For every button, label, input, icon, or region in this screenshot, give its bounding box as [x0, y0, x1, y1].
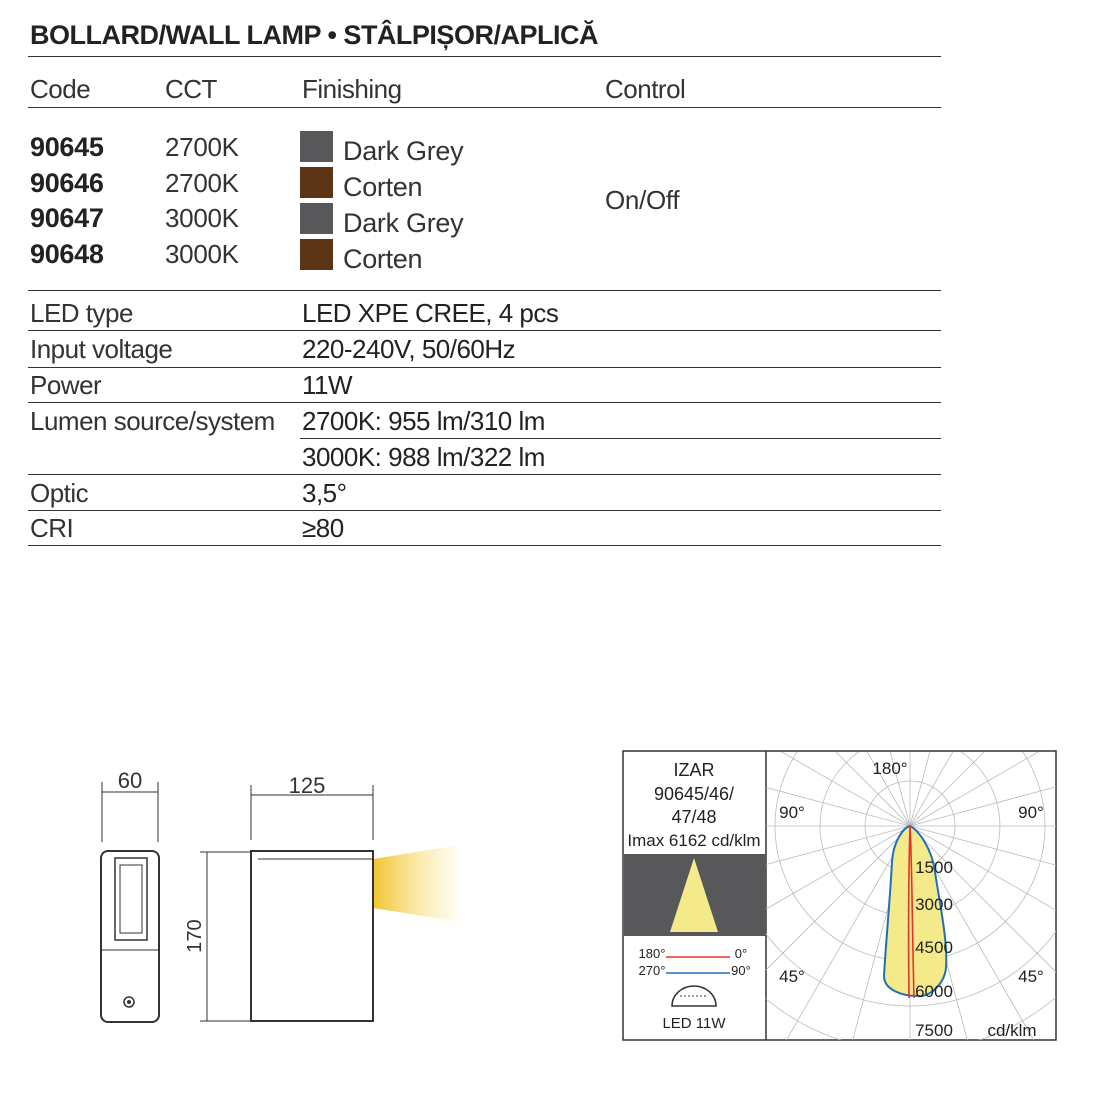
spec-value: ≥80	[302, 513, 344, 543]
finish-label: Corten	[343, 244, 423, 274]
product-code: 90648	[30, 239, 104, 269]
width-label: 60	[117, 768, 143, 793]
height-label: 170	[184, 919, 206, 953]
product-cct: 2700K	[165, 168, 239, 198]
legend-180: 180°	[638, 946, 666, 961]
spec-divider	[28, 474, 941, 475]
spec-label: Power	[30, 370, 102, 400]
spec-label: Input voltage	[30, 334, 173, 364]
products-divider	[28, 290, 941, 291]
angle-br-label: 45°	[1018, 967, 1044, 986]
header-cct: CCT	[165, 74, 217, 104]
finish-label: Dark Grey	[343, 136, 464, 166]
front-view	[101, 851, 159, 1022]
finish-swatch	[300, 167, 333, 198]
spec-value: 220-240V, 50/60Hz	[302, 334, 516, 364]
product-cct: 2700K	[165, 132, 239, 162]
polar-name: IZAR	[673, 760, 715, 780]
legend-270: 270°	[638, 963, 666, 978]
side-view	[251, 845, 460, 1021]
polar-imax: Imax 6162 cd/klm	[627, 831, 761, 850]
legend-90: 90°	[731, 963, 751, 978]
header-control: Control	[605, 74, 686, 104]
product-cct: 3000K	[165, 203, 239, 233]
finish-swatch	[300, 239, 333, 270]
spec-divider	[28, 545, 941, 546]
spec-divider	[28, 330, 941, 331]
product-code: 90647	[30, 203, 104, 233]
header-divider	[28, 107, 941, 108]
polar-codes: 47/48	[671, 807, 717, 827]
spec-divider	[28, 402, 941, 403]
ring-label: 7500	[915, 1021, 953, 1040]
angle-top-label: 180°	[872, 759, 908, 778]
header-code: Code	[30, 74, 91, 104]
spec-subdivider	[300, 438, 941, 439]
length-dimension	[251, 773, 373, 840]
spec-value: LED XPE CREE, 4 pcs	[302, 298, 559, 328]
height-dimension	[184, 852, 250, 1021]
page-title: BOLLARD/WALL LAMP • STÂLPIȘOR/APLICĂ	[30, 20, 598, 50]
spec-label: LED type	[30, 298, 133, 328]
angle-right-label: 90°	[1018, 803, 1044, 822]
dimension-drawing	[80, 760, 500, 1030]
ring-label: 4500	[915, 938, 953, 957]
title-divider	[28, 56, 941, 57]
polar-codes: 90645/46/	[653, 784, 735, 804]
angle-bl-label: 45°	[779, 967, 805, 986]
finish-label: Dark Grey	[343, 208, 464, 238]
product-cct: 3000K	[165, 239, 239, 269]
spec-value: 11W	[302, 370, 353, 400]
spec-label: Optic	[30, 478, 89, 508]
spec-value: 3000K: 988 lm/322 lm	[302, 442, 545, 472]
ring-label: 6000	[915, 982, 953, 1001]
product-code: 90645	[30, 132, 104, 162]
spec-divider	[28, 510, 941, 511]
finish-swatch	[300, 131, 333, 162]
angle-left-label: 90°	[779, 803, 805, 822]
spec-label: CRI	[30, 513, 74, 543]
spec-label: Lumen source/system	[30, 406, 275, 436]
spec-value: 2700K: 955 lm/310 lm	[302, 406, 545, 436]
photometric-diagram	[622, 750, 1058, 1042]
legend-0: 0°	[734, 946, 748, 961]
ring-label: 1500	[915, 858, 953, 877]
spec-value: 3,5°	[302, 478, 347, 508]
width-dimension	[102, 768, 158, 842]
finish-swatch	[300, 203, 333, 234]
lamp-label: LED 11W	[662, 1015, 726, 1032]
spec-divider	[28, 367, 941, 368]
unit-label: cd/klm	[987, 1021, 1037, 1040]
finish-label: Corten	[343, 172, 423, 202]
ring-label: 3000	[915, 895, 953, 914]
control-value: On/Off	[605, 185, 680, 215]
length-label: 125	[288, 773, 326, 798]
header-finishing: Finishing	[302, 74, 402, 104]
product-code: 90646	[30, 168, 104, 198]
